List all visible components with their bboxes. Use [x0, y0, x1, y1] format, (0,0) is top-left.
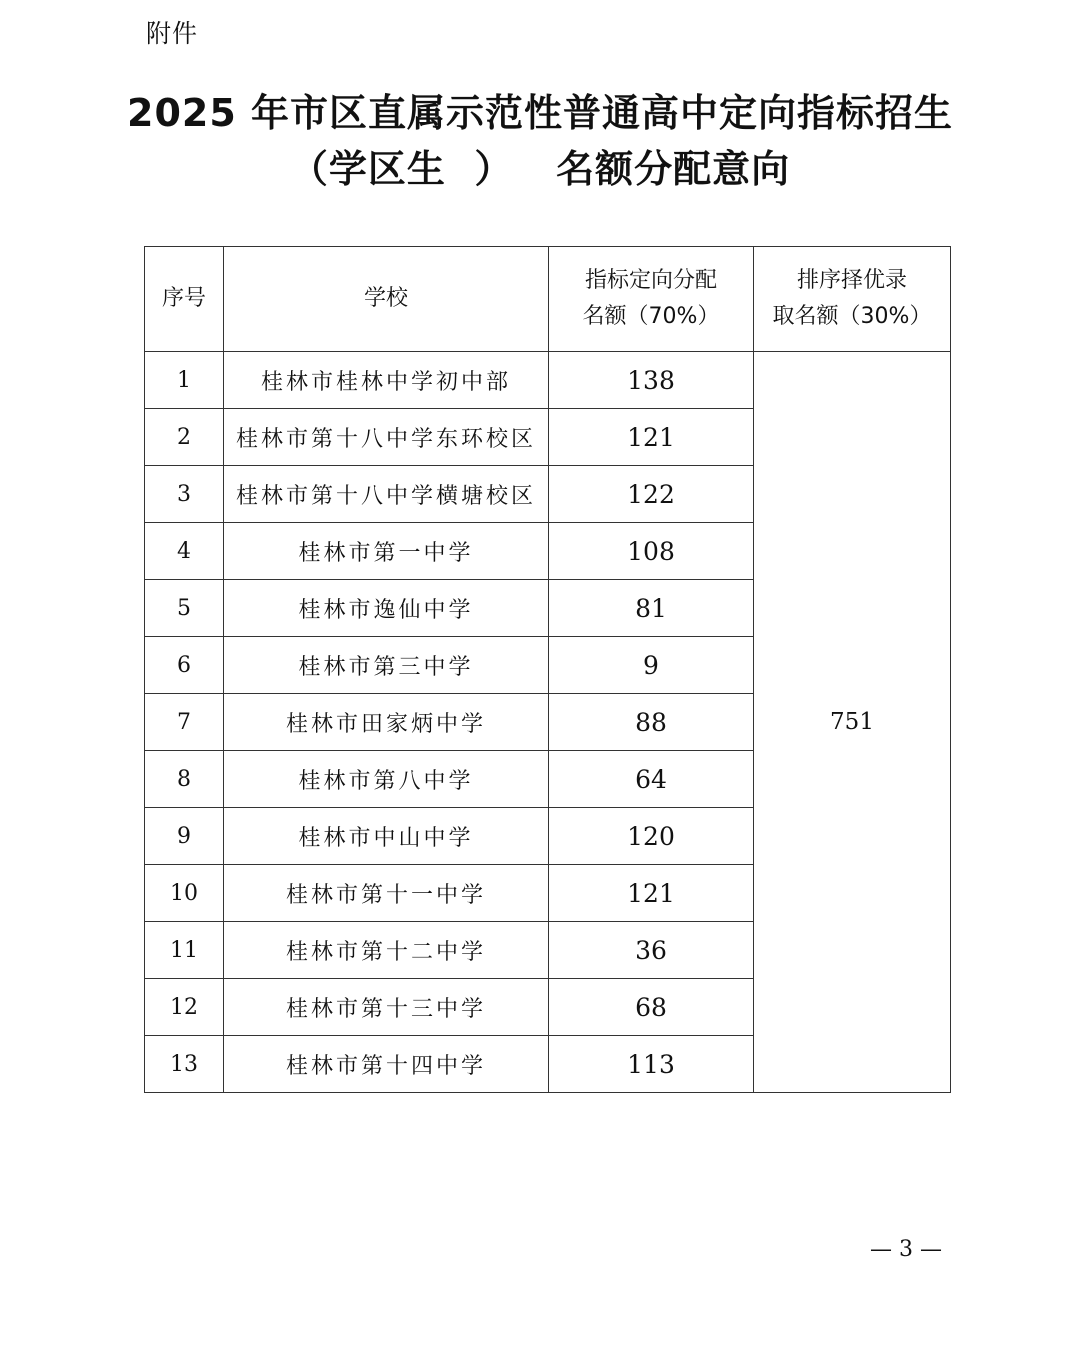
row-directed-quota: 108	[549, 523, 754, 580]
page-number: — 3 —	[870, 1237, 942, 1262]
row-school: 桂林市第十二中学	[224, 922, 549, 979]
row-directed-quota: 138	[549, 352, 754, 409]
header-ranked-line-1: 排序择优录	[796, 268, 907, 293]
row-seq: 13	[145, 1036, 224, 1093]
row-seq: 1	[145, 352, 224, 409]
row-school: 桂林市第十一中学	[224, 865, 549, 922]
row-directed-quota: 81	[549, 580, 754, 637]
row-directed-quota: 36	[549, 922, 754, 979]
row-school: 桂林市第十三中学	[224, 979, 549, 1036]
row-seq: 4	[145, 523, 224, 580]
row-school: 桂林市第十四中学	[224, 1036, 549, 1093]
row-school: 桂林市第十八中学横塘校区	[224, 466, 549, 523]
row-directed-quota: 121	[549, 409, 754, 466]
row-seq: 5	[145, 580, 224, 637]
page-title-line-2: （学区生 ） 名额分配意向	[289, 147, 791, 191]
header-school: 学校	[224, 247, 549, 352]
row-school: 桂林市第一中学	[224, 523, 549, 580]
row-school: 桂林市逸仙中学	[224, 580, 549, 637]
row-seq: 6	[145, 637, 224, 694]
header-ranked-quota	[754, 247, 951, 352]
row-seq: 7	[145, 694, 224, 751]
row-directed-quota: 68	[549, 979, 754, 1036]
row-seq: 10	[145, 865, 224, 922]
row-school: 桂林市第十八中学东环校区	[224, 409, 549, 466]
row-seq: 11	[145, 922, 224, 979]
row-seq: 3	[145, 466, 224, 523]
row-seq: 12	[145, 979, 224, 1036]
header-directed-line-1: 指标定向分配	[584, 268, 717, 293]
row-directed-quota: 64	[549, 751, 754, 808]
row-school: 桂林市中山中学	[224, 808, 549, 865]
table-header-row	[145, 247, 951, 352]
row-school: 桂林市田家炳中学	[224, 694, 549, 751]
header-seq: 序号	[145, 247, 224, 352]
ranked-quota-total: 751	[754, 352, 951, 1093]
header-directed-quota	[549, 247, 754, 352]
attachment-label: 附件	[146, 19, 199, 48]
row-school: 桂林市第八中学	[224, 751, 549, 808]
row-directed-quota: 113	[549, 1036, 754, 1093]
row-directed-quota: 9	[549, 637, 754, 694]
header-ranked-line-2: 取名额（30%）	[772, 304, 932, 329]
row-seq: 8	[145, 751, 224, 808]
row-school: 桂林市第三中学	[224, 637, 549, 694]
table-row	[145, 352, 951, 409]
row-directed-quota: 122	[549, 466, 754, 523]
row-directed-quota: 88	[549, 694, 754, 751]
page-title-line-1: 2025 年市区直属示范性普通高中定向指标招生	[127, 91, 953, 135]
row-seq: 2	[145, 409, 224, 466]
row-directed-quota: 120	[549, 808, 754, 865]
allocation-table	[144, 246, 951, 1093]
row-seq: 9	[145, 808, 224, 865]
row-school: 桂林市桂林中学初中部	[224, 352, 549, 409]
row-directed-quota: 121	[549, 865, 754, 922]
header-directed-line-2: 名额（70%）	[582, 304, 720, 329]
